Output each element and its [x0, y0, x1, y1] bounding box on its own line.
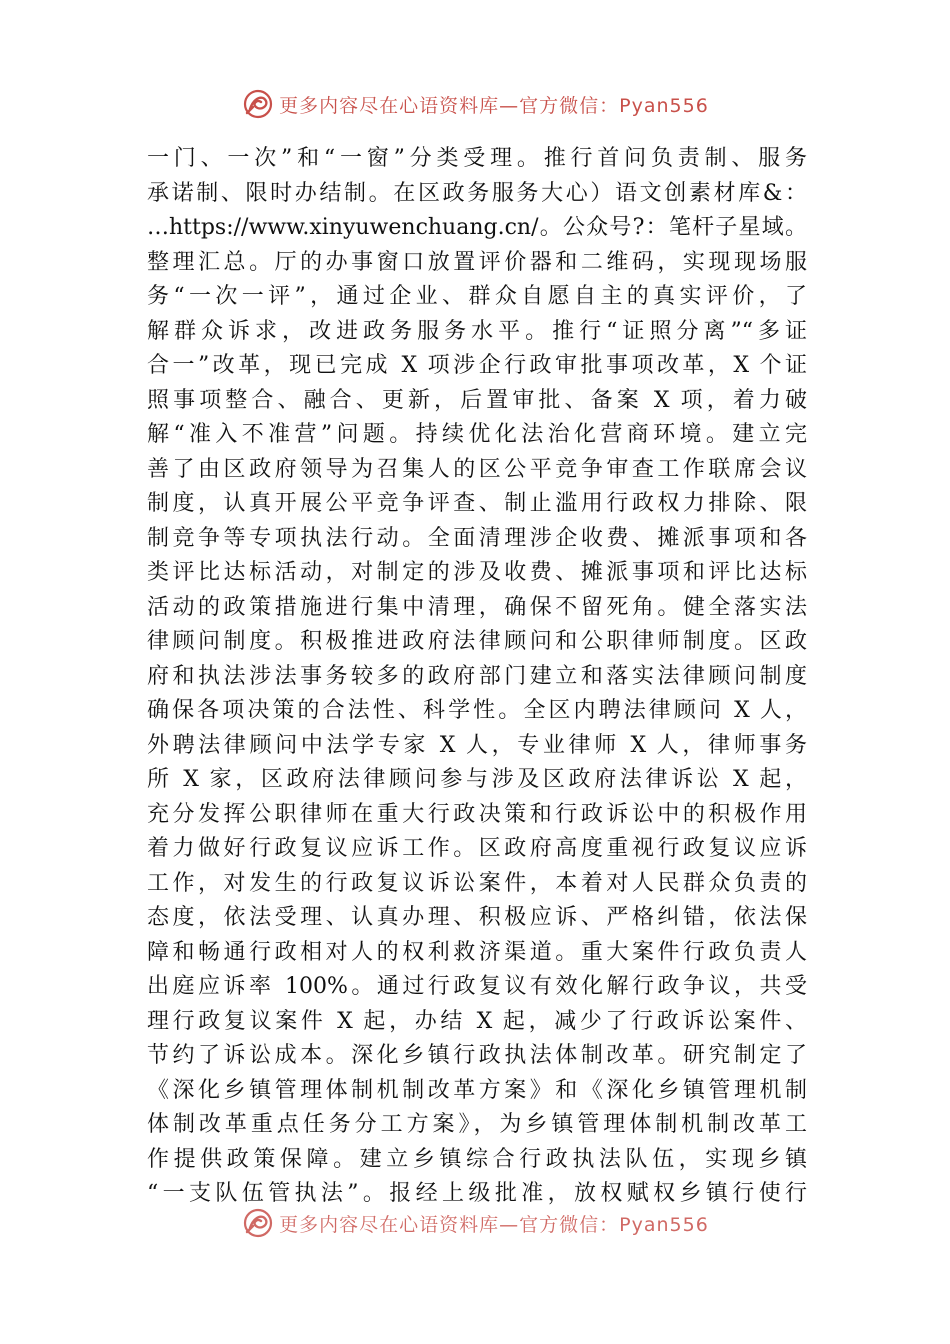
text-line: 类评比达标活动，对制定的涉及收费、摊派事项和评比达标: [147, 560, 807, 585]
text-line: 外聘法律顾问中法学专家 X 人，专业律师 X 人，律师事务: [147, 732, 807, 758]
text-line: 节约了诉讼成本。深化乡镇行政执法体制改革。研究制定了: [147, 1043, 807, 1068]
text-line: 合一”改革，现已完成 X 项涉企行政审批事项改革，X 个证: [147, 353, 807, 378]
text-line: …https://www.xinyuwenchuang.cn/。公众号?：笔杆子星域。: [147, 215, 807, 240]
header-banner: [0, 84, 950, 124]
text-line: 照事项整合、融合、更新，后置审批、备案 X 项，着力破: [147, 387, 807, 413]
footer-banner: [0, 1203, 950, 1243]
text-line: 解“准入不准营”问题。持续优化法治化营商环境。建立完: [147, 422, 807, 447]
text-line: 整理汇总。厅的办事窗口放置评价器和二维码，实现现场服: [147, 249, 807, 275]
text-line: 作提供政策保障。建立乡镇综合行政执法队伍，实现乡镇: [147, 1146, 807, 1172]
document-body: [147, 142, 807, 1212]
stylized-swirl-logo-icon: [241, 1206, 275, 1240]
text-line: 制度，认真开展公平竞争评查、制止滥用行政权力排除、限: [147, 491, 807, 516]
stylized-swirl-logo-icon: [241, 87, 275, 121]
text-line: 态度，依法受理、认真办理、积极应诉、严格纠错，依法保: [147, 905, 807, 930]
text-line: 出庭应诉率 100%。通过行政复议有效化解行政争议，共受: [147, 974, 807, 999]
text-line: 律顾问制度。积极推进政府法律顾问和公职律师制度。区政: [147, 629, 807, 654]
text-line: 体制改革重点任务分工方案》，为乡镇管理体制机制改革工: [147, 1112, 807, 1137]
banner-text: 更多内容尽在心语资料库—官方微信：Pyan556: [279, 1213, 709, 1236]
text-line: 障和畅通行政相对人的权利救济渠道。重大案件行政负责人: [147, 939, 807, 965]
text-line: 工作，对发生的行政复议诉讼案件，本着对人民群众负责的: [147, 870, 807, 896]
text-line: 确保各项决策的合法性、科学性。全区内聘法律顾问 X 人，: [147, 698, 807, 723]
text-line: 承诺制、限时办结制。在区政务服务大心）语文创素材库&：: [147, 180, 807, 206]
text-line: 所 X 家，区政府法律顾问参与涉及区政府法律诉讼 X 起，: [147, 767, 807, 792]
text-line: 府和执法涉法事务较多的政府部门建立和落实法律顾问制度: [147, 663, 807, 689]
text-line: 一门、一次”和“一窗”分类受理。推行首问负责制、服务: [147, 146, 807, 171]
text-line: 活动的政策措施进行集中清理，确保不留死角。健全落实法: [147, 594, 807, 620]
text-line: 善了由区政府领导为召集人的区公平竞争审查工作联席会议: [147, 456, 807, 482]
text-line: 着力做好行政复议应诉工作。区政府高度重视行政复议应诉: [147, 836, 807, 861]
text-line: 务“一次一评”，通过企业、群众自愿自主的真实评价，了: [147, 284, 807, 309]
text-line: 解群众诉求，改进政务服务水平。推行“证照分离”“多证: [147, 318, 807, 344]
text-line: 充分发挥公职律师在重大行政决策和行政诉讼中的积极作用: [147, 801, 807, 827]
banner-text: 更多内容尽在心语资料库—官方微信：Pyan556: [279, 94, 709, 117]
text-line: 理行政复议案件 X 起，办结 X 起，减少了行政诉讼案件、: [147, 1008, 807, 1034]
text-line: 制竞争等专项执法行动。全面清理涉企收费、摊派事项和各: [147, 525, 807, 551]
text-line: “一支队伍管执法”。报经上级批准，放权赋权乡镇行使行: [147, 1181, 807, 1206]
text-line: 《深化乡镇管理体制机制改革方案》和《深化乡镇管理机制: [147, 1077, 807, 1103]
